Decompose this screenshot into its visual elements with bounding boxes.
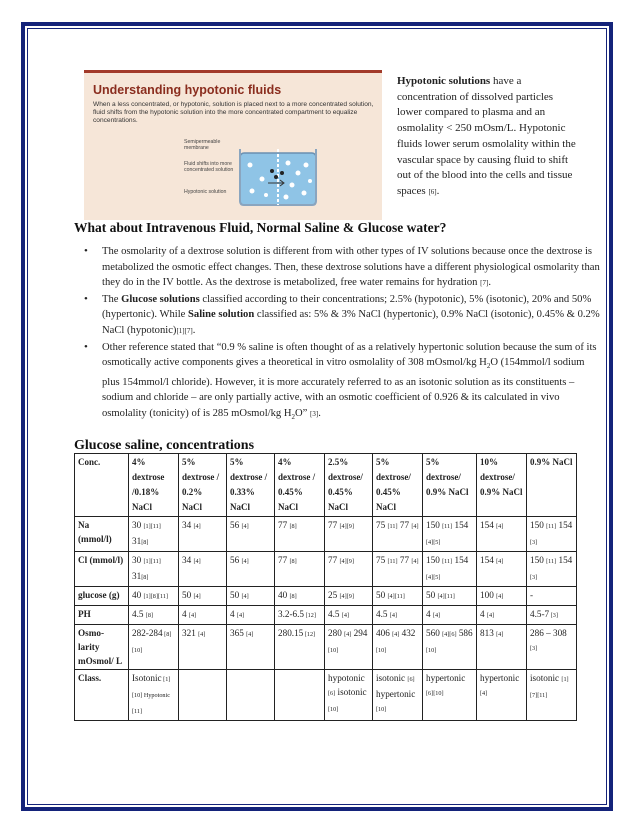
cell-value: 321	[182, 628, 199, 638]
cell-ref: [3]	[530, 574, 538, 581]
cell-value: hypertonic	[376, 689, 416, 699]
hypotonic-figure	[84, 70, 382, 220]
cell-ref: [10]	[328, 706, 339, 713]
table-header-cell: 4% dextrose /0.18% NaCl	[129, 454, 179, 517]
cell-ref: [4][6]	[442, 631, 457, 638]
row-label: Osmo-larity mOsmol/ L	[75, 625, 129, 670]
table-row	[75, 587, 577, 606]
cell-ref: [4]	[411, 523, 419, 530]
bullet-dextrose-osmolarity	[102, 244, 602, 292]
cell-value: 813	[480, 628, 497, 638]
cell-value: 150	[426, 520, 443, 530]
ref-1-7: [1][7]	[176, 326, 193, 335]
table-cell	[527, 587, 577, 606]
cell-value: 30	[132, 555, 144, 565]
period: .	[192, 324, 196, 336]
period: .	[318, 408, 321, 420]
cell-ref: [1][10] Hypotonic [11]	[132, 676, 171, 715]
cell-ref: [4]	[241, 523, 249, 530]
bullet-saline-tonicity	[102, 340, 602, 426]
table-cell	[179, 625, 227, 670]
table-cell	[275, 606, 325, 625]
table-cell	[129, 587, 179, 606]
cell-value: 40	[132, 590, 144, 600]
cell-ref: [10]	[426, 647, 437, 654]
cell-value: 75	[376, 555, 388, 565]
cell-value: 286 – 308	[530, 628, 567, 638]
cell-ref: [4]	[193, 558, 201, 565]
table-cell	[129, 606, 179, 625]
table-header-cell: 5% dextrose/ 0.45% NaCl	[373, 454, 423, 517]
cell-value: 77	[278, 555, 290, 565]
cell-value: 150	[530, 520, 547, 530]
cell-value: 154	[480, 555, 497, 565]
bullet-3-c: O”	[295, 408, 308, 420]
cell-ref: [1][11]	[143, 523, 161, 530]
table-cell	[423, 517, 477, 552]
table-cell	[179, 552, 227, 587]
cell-value: 100	[480, 590, 497, 600]
cell-value: 31	[132, 536, 142, 546]
table-row	[75, 670, 577, 721]
row-label: glucose (g)	[75, 587, 129, 606]
bullet-list	[86, 244, 602, 426]
cell-value: 280.15	[278, 628, 304, 638]
concentration-table	[74, 453, 577, 721]
table-cell	[423, 587, 477, 606]
cell-ref: [12]	[303, 631, 316, 638]
cell-value: 4.5	[328, 609, 342, 619]
cell-value: hypertonic	[426, 673, 466, 683]
cell-ref: [4]	[188, 612, 197, 619]
cell-ref: [10]	[328, 647, 339, 654]
label-hypotonic-solution: Hypotonic solution	[184, 189, 227, 195]
table-cell	[477, 606, 527, 625]
cell-value: 4.5-7	[530, 609, 550, 619]
table-cell	[373, 670, 423, 721]
table-cell	[325, 670, 373, 721]
table-cell	[477, 517, 527, 552]
bullet-classification	[102, 292, 602, 340]
cell-value: 4.5	[376, 609, 390, 619]
cell-ref: [4]	[198, 631, 206, 638]
bullet-3-b: O (154mmol/l sodium plus 154mmol/l chloride). However, it is more accurately referred to as an isotonic solution as its constituents – sodium and chloride – are only partially active, with an osmotic coefficient of 0.926 & its calculated in vivo osmolality (tonicity) of is 285 mOsmol/kg H	[102, 357, 585, 420]
table-cell	[275, 625, 325, 670]
table-cell	[325, 606, 373, 625]
cell-ref: [4]	[236, 612, 245, 619]
cell-ref: [4][9]	[339, 558, 354, 565]
cell-ref: [4]	[193, 523, 201, 530]
cell-value: 4	[426, 609, 433, 619]
glucose-solutions-term: Glucose solutions	[121, 293, 200, 305]
period: .	[436, 184, 440, 197]
bullet-1-text: The osmolarity of a dextrose solution is different from with other types of IV solutions because once the dextrose is metabolized the osmotic effect changes. Then, these dextrose solutions have a different physiological osmolarity than they do in the IV bottle. As the dextrose is metabolized, free water remains for hydration	[102, 246, 600, 289]
subscript: 2	[486, 362, 491, 371]
table-cell	[477, 552, 527, 587]
cell-value: 77	[328, 520, 340, 530]
row-label: Class.	[75, 670, 129, 721]
cell-ref: [4]	[411, 558, 419, 565]
section-heading-glucose-saline: Glucose saline, concentrations	[74, 438, 255, 453]
cell-ref: [8]	[145, 612, 153, 619]
cell-ref: [1][7][11]	[530, 676, 569, 699]
cell-ref: [4]	[486, 612, 495, 619]
cell-value: 50	[376, 590, 388, 600]
cell-value: 77	[397, 520, 412, 530]
cell-ref: [3]	[530, 645, 538, 652]
cell-value: 77	[328, 555, 340, 565]
cell-value: 30	[132, 520, 144, 530]
table-row	[75, 552, 577, 587]
cell-value: 50	[230, 590, 242, 600]
cell-ref: [4][5]	[426, 574, 441, 581]
cell-ref: [11]	[442, 523, 453, 530]
table-cell	[325, 625, 373, 670]
cell-value: 4	[182, 609, 189, 619]
cell-value: 34	[182, 555, 194, 565]
table-cell	[527, 552, 577, 587]
cell-value: isotonic	[530, 673, 562, 683]
cell-ref: [10]	[376, 647, 387, 654]
table-cell	[423, 552, 477, 587]
table-cell	[423, 606, 477, 625]
figure-caption: When a less concentrated, or hypotonic, solution is placed next to a more concentrated solution, fluid shifts from the hypotonic solution into the more concentrated compartment to equalize concentrations.	[93, 101, 374, 124]
cell-ref: [4]	[496, 523, 504, 530]
table-header-cell: 4% dextrose / 0.45% NaCl	[275, 454, 325, 517]
cell-ref: [6][10]	[426, 690, 444, 697]
table-cell	[275, 517, 325, 552]
cell-value: 560	[426, 628, 443, 638]
cell-ref: [4][9]	[339, 523, 354, 530]
cell-ref: [6]	[407, 676, 415, 683]
bullet-3-a: Other reference stated that “0.9 % saline is often thought of as a relatively hypertonic solution because the sum of its osmotically active components gives a theoretical in vitro osmolality of 308 mOsmol/kg H	[102, 341, 597, 369]
table-row	[75, 606, 577, 625]
cell-ref: [11]	[387, 523, 398, 530]
table-cell	[129, 625, 179, 670]
table-cell	[325, 517, 373, 552]
subscript: 2	[291, 413, 296, 422]
cell-ref: [8][10]	[132, 631, 172, 654]
table-header-cell: 0.9% NaCl	[527, 454, 577, 517]
table-cell	[227, 670, 275, 721]
cell-ref: [4]	[246, 631, 254, 638]
cell-value: hypertonic	[480, 673, 520, 683]
cell-value: 50	[182, 590, 194, 600]
hypotonic-term: Hypotonic solutions	[397, 75, 491, 87]
cell-value: -	[530, 590, 534, 600]
cell-value: 4	[230, 609, 237, 619]
section-heading-iv: What about Intravenous Fluid, Normal Saline & Glucose water?	[74, 220, 447, 235]
cell-ref: [4]	[480, 690, 488, 697]
cell-value: 25	[328, 590, 340, 600]
bullet-2-post: classified as: 5% & 3% NaCl (hypertonic), 0.9% NaCl (isotonic), 0.45% & 0.2% NaCl (hypotonic)	[102, 309, 600, 336]
cell-ref: [1][8][11]	[143, 593, 168, 600]
cell-value: 40	[278, 590, 290, 600]
table-cell	[227, 606, 275, 625]
cell-ref: [8]	[141, 539, 149, 546]
table-cell	[527, 606, 577, 625]
table-cell	[477, 670, 527, 721]
cell-ref: [8]	[289, 593, 297, 600]
cell-ref: [11]	[442, 558, 453, 565]
figure-title: Understanding hypotonic fluids	[93, 83, 282, 97]
table-cell	[477, 587, 527, 606]
cell-ref: [3]	[549, 612, 558, 619]
cell-value: 34	[182, 520, 194, 530]
table-cell	[325, 587, 373, 606]
row-label: Cl (mmol/l)	[75, 552, 129, 587]
table-cell	[373, 587, 423, 606]
cell-ref: [11]	[387, 558, 398, 565]
cell-value: Isotonic	[132, 673, 162, 683]
table-cell	[477, 625, 527, 670]
row-label: Na (mmol/l)	[75, 517, 129, 552]
label-membrane: Semipermeable membrane	[184, 139, 221, 151]
table-header-cell: Conc.	[75, 454, 129, 517]
cell-ref: [4]	[241, 558, 249, 565]
period: .	[488, 277, 491, 289]
cell-value: isotonic	[376, 673, 408, 683]
saline-solution-term: Saline solution	[188, 309, 255, 321]
table-row	[75, 625, 577, 670]
cell-value: 4	[480, 609, 487, 619]
cell-ref: [4]	[389, 612, 397, 619]
cell-value: 56	[230, 520, 242, 530]
table-body	[75, 454, 577, 721]
cell-value: 154	[452, 520, 469, 530]
table-cell	[227, 587, 275, 606]
table-cell	[227, 552, 275, 587]
cell-value: 154	[452, 555, 469, 565]
cell-value: 154	[556, 520, 573, 530]
table-cell	[227, 625, 275, 670]
table-header-cell: 2.5% dextrose/ 0.45% NaCl	[325, 454, 373, 517]
cell-ref: [3]	[530, 539, 538, 546]
table-cell	[275, 552, 325, 587]
cell-ref: [11]	[546, 523, 557, 530]
row-label: PH	[75, 606, 129, 625]
cell-value: 56	[230, 555, 242, 565]
cell-ref: [4][11]	[437, 593, 455, 600]
cell-ref: [4]	[241, 593, 249, 600]
cell-value: hypotonic	[328, 673, 365, 683]
ref-6: [6]	[428, 187, 437, 196]
table-cell	[179, 606, 227, 625]
ref-7: [7]	[480, 279, 489, 288]
cell-value: 77	[397, 555, 412, 565]
table-cell	[527, 625, 577, 670]
table-header-cell: 5% dextrose / 0.2% NaCl	[179, 454, 227, 517]
cell-ref: [4][11]	[387, 593, 405, 600]
bullet-2-pre: The	[102, 293, 122, 305]
cell-ref: [1][11]	[143, 558, 161, 565]
table-cell	[227, 517, 275, 552]
cell-value: 150	[530, 555, 547, 565]
cell-value: 432	[399, 628, 416, 638]
cell-ref: [8]	[289, 523, 297, 530]
table-header-cell: 5% dextrose / 0.33% NaCl	[227, 454, 275, 517]
cell-value: 31	[132, 571, 142, 581]
cell-ref: [4]	[432, 612, 441, 619]
cell-value: isotonic	[335, 687, 367, 697]
cell-ref: [4]	[496, 558, 504, 565]
cell-value: 4.5	[132, 609, 146, 619]
cell-value: 406	[376, 628, 393, 638]
table-cell	[179, 587, 227, 606]
table-cell	[373, 625, 423, 670]
table-cell	[423, 670, 477, 721]
beaker-illustration	[236, 135, 320, 207]
cell-value: 77	[278, 520, 290, 530]
cell-ref: [4]	[341, 612, 349, 619]
table-cell	[527, 670, 577, 721]
table-row	[75, 517, 577, 552]
cell-value: 154	[556, 555, 573, 565]
table-cell	[275, 670, 325, 721]
cell-ref: [6]	[328, 690, 336, 697]
cell-ref: [4]	[496, 593, 504, 600]
table-cell	[527, 517, 577, 552]
ref-3: [3]	[310, 410, 319, 419]
cell-value: 282-284	[132, 628, 163, 638]
table-cell	[275, 587, 325, 606]
table-header-row	[75, 454, 577, 517]
cell-value: 154	[480, 520, 497, 530]
table-cell	[179, 517, 227, 552]
cell-ref: [4]	[392, 631, 400, 638]
cell-ref: [4][9]	[339, 593, 354, 600]
bullet-2-mid: classified according to their concentrations; 2.5% (hypotonic), 5% (isotonic), 20% and 50% (hypertonic). While	[102, 293, 592, 321]
cell-value: 75	[376, 520, 388, 530]
table-cell	[373, 517, 423, 552]
cell-value: 280	[328, 628, 345, 638]
table-cell	[179, 670, 227, 721]
table-cell	[423, 625, 477, 670]
cell-value: 365	[230, 628, 247, 638]
table-cell	[129, 517, 179, 552]
cell-value: 294	[351, 628, 368, 638]
table-cell	[129, 670, 179, 721]
cell-value: 3.2-6.5	[278, 609, 305, 619]
cell-ref: [12]	[304, 612, 316, 619]
cell-ref: [10]	[376, 706, 387, 713]
cell-ref: [8]	[141, 574, 149, 581]
table-cell	[373, 552, 423, 587]
cell-value: 586	[456, 628, 473, 638]
table-header-cell: 5% dextrose/ 0.9% NaCl	[423, 454, 477, 517]
cell-value: 150	[426, 555, 443, 565]
cell-ref: [11]	[546, 558, 557, 565]
cell-ref: [4]	[496, 631, 504, 638]
cell-ref: [8]	[289, 558, 297, 565]
table-cell	[373, 606, 423, 625]
table-header-cell: 10% dextrose/ 0.9% NaCl	[477, 454, 527, 517]
table-cell	[129, 552, 179, 587]
cell-ref: [4]	[193, 593, 201, 600]
hypotonic-body: have a concentration of dissolved particles lower compared to plasma and an osmolality < 250 mOsm/L. Hypotonic fluids lower serum osmolality within the vascular space by causing fluid to shift out of the blood into the cells and tissue spaces	[397, 75, 576, 197]
table-cell	[325, 552, 373, 587]
hypotonic-definition	[397, 74, 577, 201]
cell-ref: [4]	[344, 631, 352, 638]
label-fluid-shift: Fluid shifts into more concentrated solution	[184, 161, 234, 173]
cell-value: 50	[426, 590, 438, 600]
cell-ref: [4][5]	[426, 539, 441, 546]
